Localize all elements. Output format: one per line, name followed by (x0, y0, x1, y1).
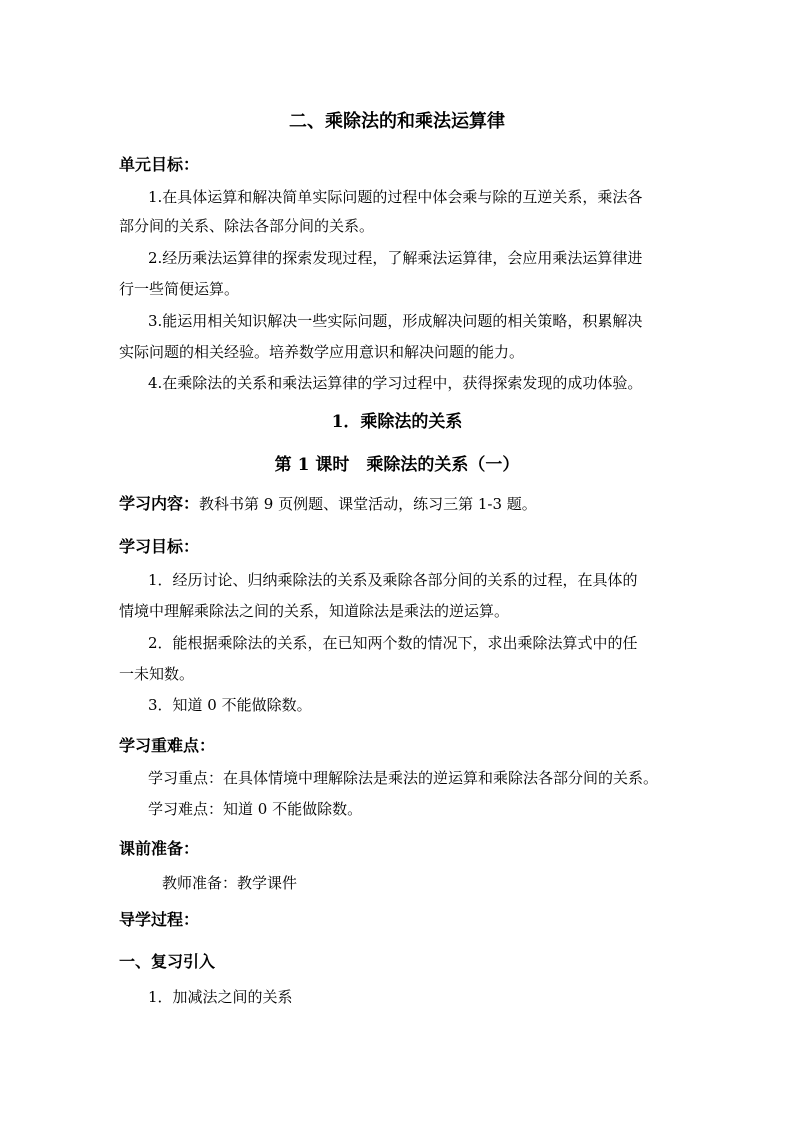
unit-goal-line: 行一些简便运算。 (119, 280, 240, 298)
section-title: 1．乘除法的关系 (331, 412, 463, 432)
learning-goal-line: 1．经历讨论、归纳乘除法的关系及乘除各部分间的关系的过程，在具体的 (148, 571, 638, 589)
learning-content (119, 491, 537, 514)
learning-goal-line: 情境中理解乘除法之间的关系，知道除法是乘法的逆运算。 (119, 602, 510, 620)
preparation-text: 教师准备：教学课件 (162, 874, 298, 892)
review-item: 1．加减法之间的关系 (148, 988, 293, 1006)
learning-goal-line: 2．能根据乘除法的关系，在已知两个数的情况下，求出乘除法算式中的任 (148, 634, 638, 652)
unit-goal-line: 部分间的关系、除法各部分间的关系。 (119, 217, 375, 235)
unit-goal-line: 2.经历乘法运算律的探索发现过程，了解乘法运算律，会应用乘法运算律进 (148, 249, 643, 267)
unit-goal-line: 实际问题的相关经验。培养数学应用意识和解决问题的能力。 (119, 343, 525, 361)
key-points-heading: 学习重难点： (119, 736, 216, 755)
unit-goal-line: 4.在乘除法的关系和乘法运算律的学习过程中，获得探索发现的成功体验。 (148, 374, 643, 392)
learning-goal-line: 3．知道 0 不能做除数。 (148, 696, 312, 714)
learning-content-label: 学习内容： (119, 494, 200, 513)
learning-content-text: 教科书第 9 页例题、课堂活动，练习三第 1-3 题。 (199, 495, 537, 513)
lesson-title: 第 1 课时 乘除法的关系（一） (274, 455, 520, 475)
review-heading: 一、复习引入 (119, 952, 216, 971)
key-point-line: 学习重点：在具体情境中理解除法是乘法的逆运算和乘除法各部分间的关系。 (148, 769, 659, 787)
guide-heading: 导学过程： (119, 910, 200, 929)
learning-goal-line: 一未知数。 (119, 665, 195, 683)
unit-goal-line: 3.能运用相关知识解决一些实际问题，形成解决问题的相关策略，积累解决 (148, 312, 643, 330)
document-title: 二、乘除法的和乘法运算律 (289, 111, 505, 132)
learning-goals-heading: 学习目标： (119, 537, 200, 556)
preparation-heading: 课前准备： (119, 839, 200, 858)
unit-goals-heading: 单元目标： (119, 155, 200, 174)
key-point-line: 学习难点：知道 0 不能做除数。 (148, 800, 363, 818)
unit-goal-line: 1.在具体运算和解决简单实际问题的过程中体会乘与除的互逆关系，乘法各 (148, 188, 643, 206)
